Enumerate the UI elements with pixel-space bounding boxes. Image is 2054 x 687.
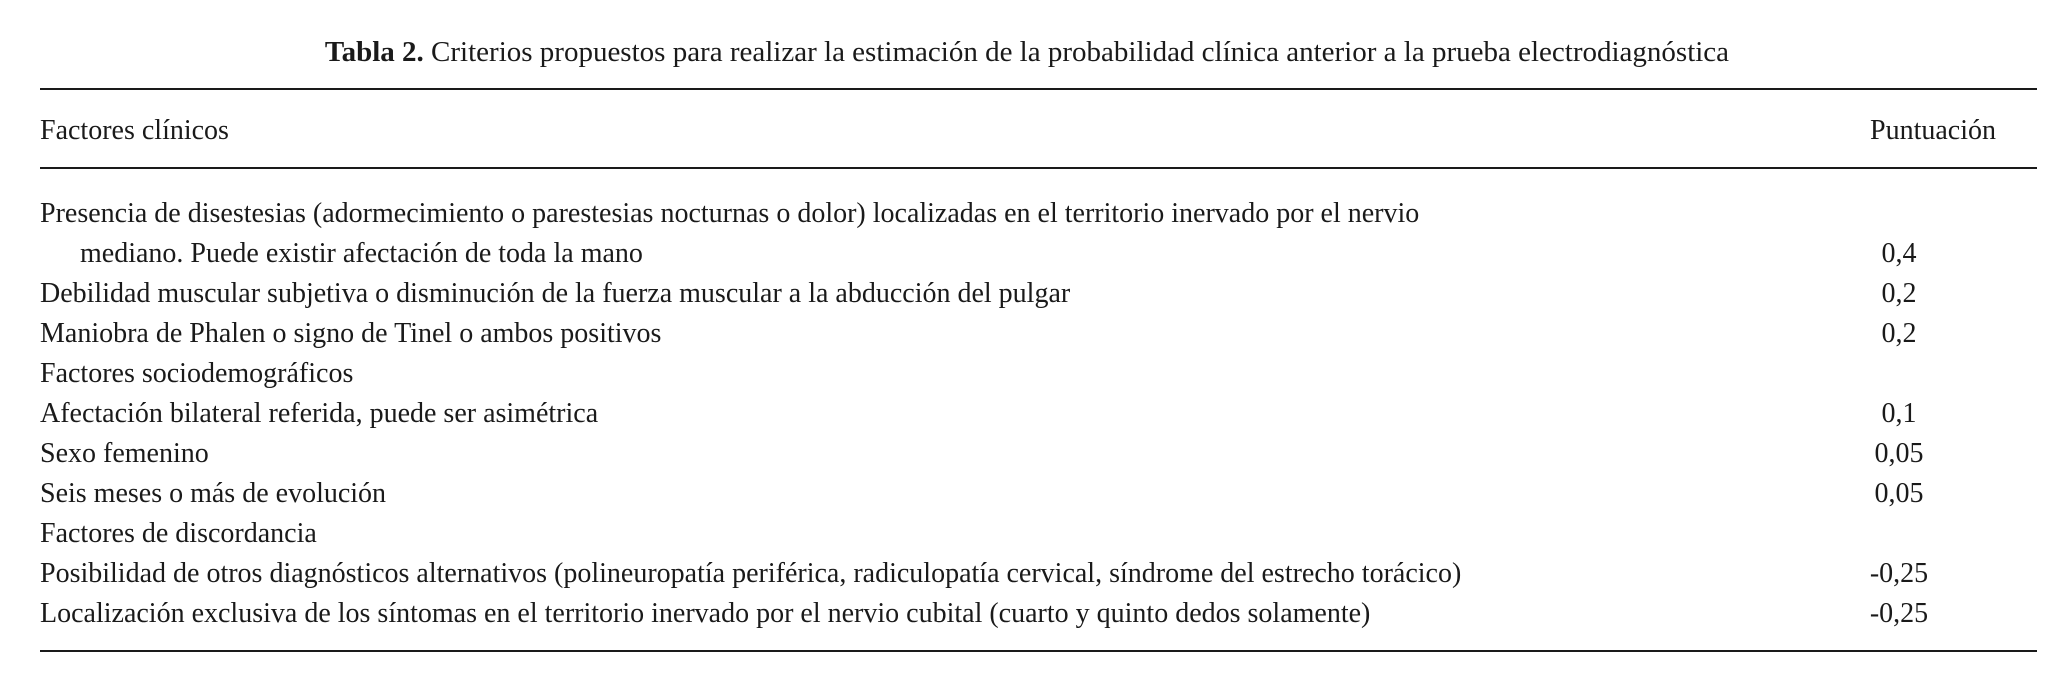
section-label — [40, 514, 1819, 554]
row-score: -0,25 — [1869, 598, 1929, 629]
row-label-line: Posibilidad de otros diagnósticos alternativos (polineuropatía periférica, radiculopatía cervical, síndrome del estrecho torácico) — [40, 558, 1462, 589]
table-row — [40, 554, 2037, 594]
section-row — [40, 514, 2037, 554]
header-factors: Factores clínicos — [40, 115, 229, 146]
row-label — [40, 194, 1819, 274]
row-label — [40, 274, 1819, 314]
row-label-continuation: mediano. Puede existir afectación de toda la mano — [80, 238, 643, 269]
section-heading: Factores sociodemográficos — [40, 358, 354, 389]
caption-text: Criterios propuestos para realizar la estimación de la probabilidad clínica anterior a la prueba electrodiagnóstica — [423, 36, 1730, 68]
table-row — [40, 314, 2037, 354]
row-label — [40, 394, 1819, 434]
table-row — [40, 274, 2037, 314]
table-row — [40, 594, 2037, 634]
row-score: 0,2 — [1881, 278, 1917, 309]
table-row — [40, 474, 2037, 514]
bottom-rule — [40, 650, 2037, 652]
section-label — [40, 354, 1819, 394]
row-label-line: Afectación bilateral referida, puede ser asimétrica — [40, 398, 599, 429]
caption-label: Tabla 2. — [324, 36, 424, 68]
row-label-line: Seis meses o más de evolución — [40, 478, 387, 509]
top-rule — [40, 88, 2037, 90]
row-label-line: Sexo femenino — [40, 438, 209, 469]
section-row — [40, 354, 2037, 394]
header-score: Puntuación — [1870, 115, 1996, 146]
row-score: 0,4 — [1881, 238, 1917, 269]
row-label — [40, 554, 1819, 594]
table-row — [40, 434, 2037, 474]
section-heading: Factores de discordancia — [40, 518, 317, 549]
row-label-line: Maniobra de Phalen o signo de Tinel o ambos positivos — [40, 318, 662, 349]
header-rule — [40, 167, 2037, 169]
row-label-line: Presencia de disestesias (adormecimiento o parestesias nocturnas o dolor) localizadas en el territorio inervado por el nervio — [40, 198, 1420, 229]
row-score: 0,05 — [1874, 478, 1924, 509]
table-row — [40, 394, 2037, 434]
row-score: -0,25 — [1869, 558, 1929, 589]
row-label — [40, 594, 1819, 634]
table-body — [40, 194, 2037, 634]
row-label — [40, 474, 1819, 514]
row-label-line: Localización exclusiva de los síntomas en el territorio inervado por el nervio cubital (cuarto y quinto dedos solamente) — [40, 598, 1371, 629]
row-score: 0,05 — [1874, 438, 1924, 469]
row-score: 0,2 — [1881, 318, 1917, 349]
row-label — [40, 314, 1819, 354]
table-row — [40, 194, 2037, 274]
row-label-line: Debilidad muscular subjetiva o disminución de la fuerza muscular a la abducción del pulgar — [40, 278, 1071, 309]
row-label — [40, 434, 1819, 474]
table-caption — [0, 34, 2054, 70]
row-score: 0,1 — [1881, 398, 1917, 429]
